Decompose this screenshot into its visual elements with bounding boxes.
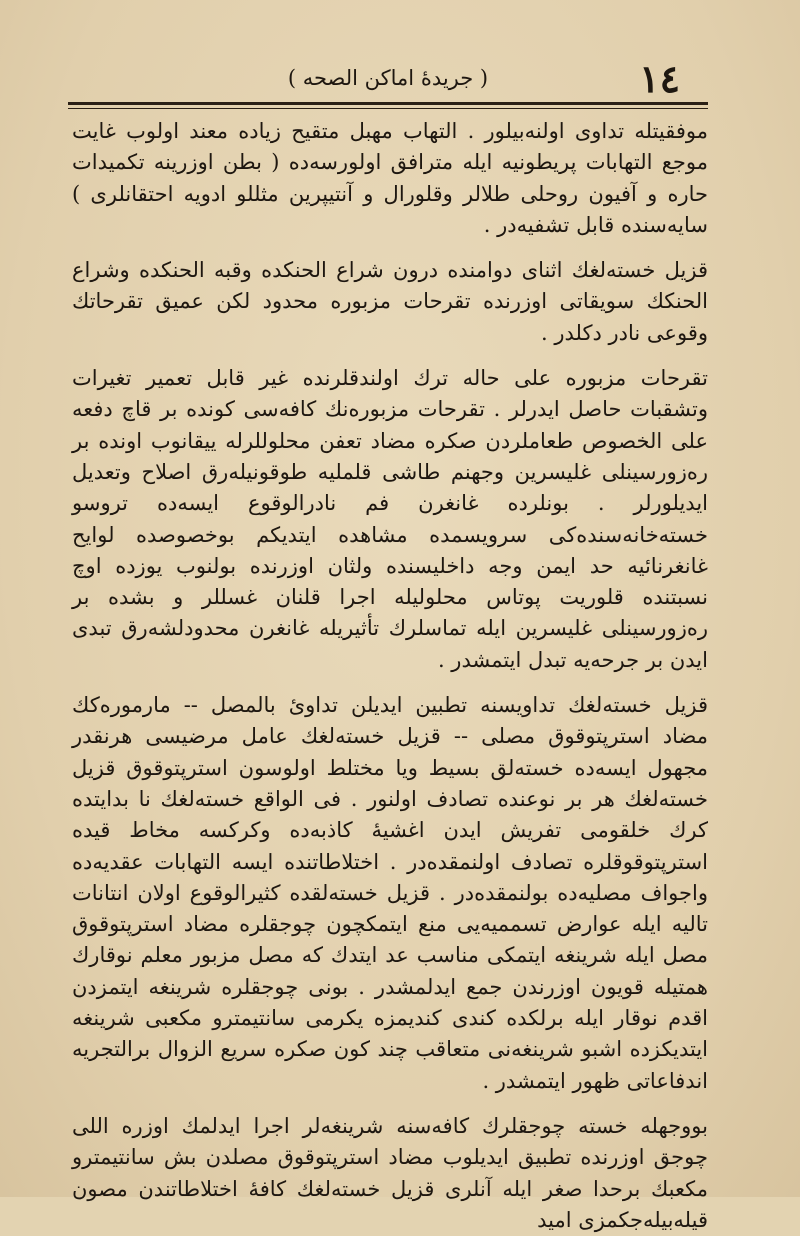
header-rule-thin: [68, 108, 708, 109]
running-title: ( جريدهٔ اماكن الصحه ): [287, 66, 489, 90]
page-number: ١٤: [639, 56, 680, 101]
paragraph-5: بووجهله خسته چوجقلرك كافه‌سنه شرينغه‌لر اجرا ايدلمك اوزره اللى چوجق اوزرنده تطبيق ايديلوب مضاد استرپتوقوق مصلدن بش سانتيمترو مكعبك برحدا صغر ايله آنلرى قزيل خسته‌لغك كافهٔ اختلاطاتندن مصون قيله‌بيله‌جكمزى اميد: [72, 1113, 708, 1232]
paragraph-3: تقرحات مزبوره على حاله ترك اولندقلرنده غير قابل تعمير تغيرات وتشقبات حاصل ايدرلر . تقرحات مزبوره‌نك كافه‌سى كونده بر قاچ دفعه على الخصوص طعاملردن صكره مضاد تعفن محلوللرله ييقانوب اونده بر ره‌زورسينلى غليسرين وجهنم طاشى قلمليه طوقونيله‌رق اصلاح وتعديل ايديلورلر . بونلرده غانغرن فم نادرالوقوع ايسه‌ده تروسو خسته‌خانه‌سنده‌كى سرويسمده مشاهده ايتديكم بوخصوصده لوايح غانغرنائيه حد ايمن وجه داخليسنده ولثان اوزرنده بولنوب يوزده اوچ نسبتنده قلوريت پوتاس محلوليله اجرا قلنان غسللر و بشده بر ره‌زورسينلى غليسرين ايله تماسلرك تأثيريله غانغرن محدودلشه‌رق تبدى ايدن بر جرحه‌يه تبدل ايتمشدر .: [72, 366, 708, 672]
page-header: [68, 56, 708, 101]
paragraph-4: قزيل خسته‌لغك تداويسنه تطبين ايديلن تداوىٔ بالمصل -- مارموره‌كك مضاد استرپتوقوق مصلى -- قزيل خسته‌لغك عامل مرضيسى هرنقدر مجهول ايسه‌ده خسته‌لق بسيط ويا مختلط اولوسون استرپتوقوق قزيل خسته‌لغك هر بر نوعنده تصادف اولنور . فى الواقع خسته‌لغك نا بدايتده كرك خلقومى تفريش ايدن اغشيهٔ كاذبه‌ده وكركسه مخاط قيده استرپتوقوقلره تصادف اولنمقده‌در . اختلاطاتنده ايسه التهابات عقديه‌ده واجواف مصليه‌ده بولنمقده‌در . قزيل خسته‌لقده كثيرالوقوع اولان انتانات تاليه ايله عوارض تسمميه‌يى منع ايتمكچون چوجقلره مضاد استرپتوقوق مصل ايله شرينغه ايتمكى مناسب عد ايتدك كه مصل مزبور معلم نوقارك همتيله قويون اوزرندن جمع ايدلمشدر . بونى چوجقلره شرينغه ايتمزدن اقدم نوقار ايله برلكده كندى كنديمزه يكرمى سانتيمترو مكعبى شرينغه ايتديكزده اشبو شرينغه‌نى متعاقب چند كون صكره سريع الزوال برالتجريه اندفاعاتى ظهور ايتمشدر .: [72, 693, 708, 1093]
paragraph-1: موفقيتله تداوى اولنه‌بيلور . التهاب مهبل متقيح زياده معند اولوب غايت موجع التهابات پريطونيه ايله مترافق اولورسه‌ده ( بطن اوزرينه تكميدات حاره و آفيون روحلى طلالر وقلورال و آنتيپرين مثللو ادويه احتقانلرى ) سايه‌سنده قابل تشفيه‌در .: [72, 119, 708, 237]
body-text: [72, 116, 708, 1236]
header-rule-thick: [68, 102, 708, 105]
paragraph-2: قزيل خسته‌لغك اثناى دوامنده درون شراع الحنكده وقبه الحنكده وشراع الحنكك سويقاتى اوزرنده تقرحات مزبوره محدود لكن عميق تقرحاتك وقوعى نادر دكلدر .: [72, 258, 708, 345]
